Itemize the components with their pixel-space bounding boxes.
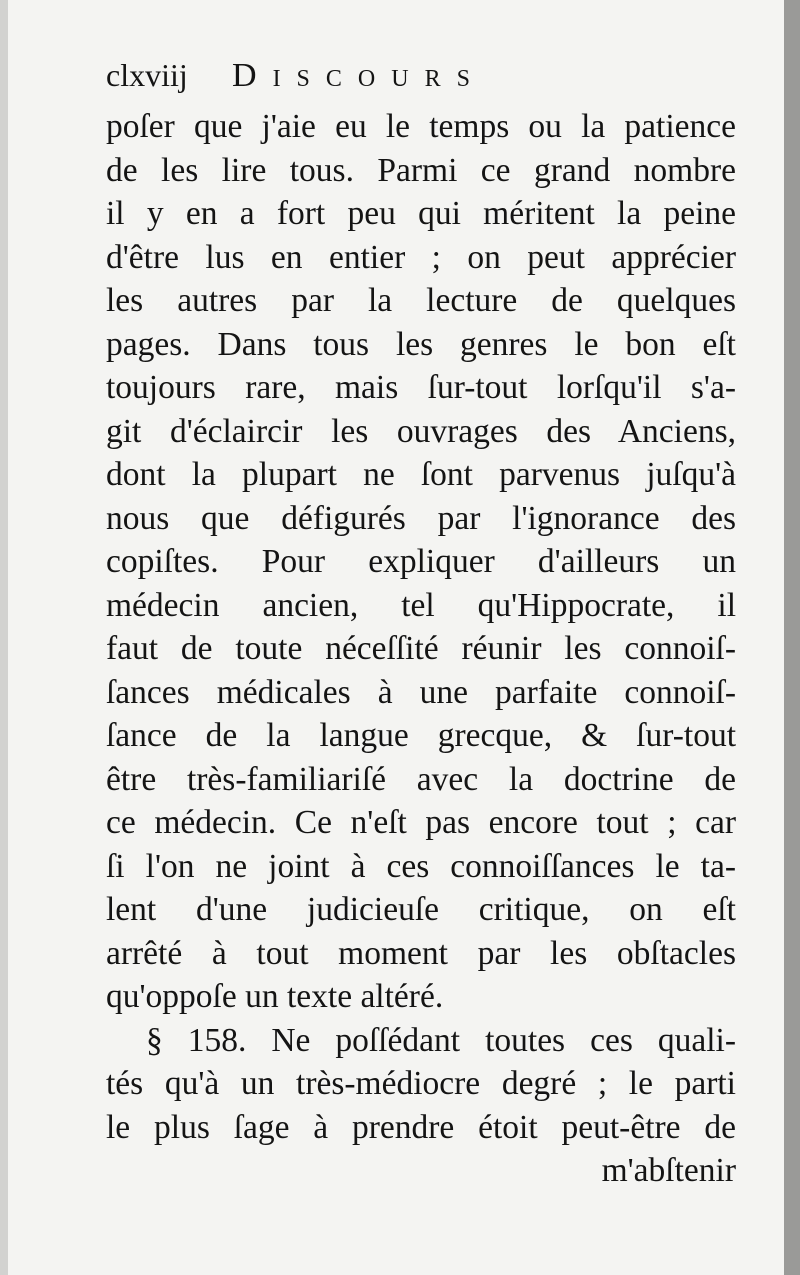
text-line: pages. Dans tous les genres le bon eſt [106,325,736,363]
text-line: nous que défigurés par l'ignorance des [106,499,736,537]
text-line: ſi l'on ne joint à ces connoiſſances le ta- [106,847,736,885]
text-line: de les lire tous. Parmi ce grand nombre [106,151,736,189]
text-line: tés qu'à un très-médiocre degré ; le parti [106,1065,736,1102]
text-line: arrêté à tout moment par les obſtacles [106,934,736,972]
text-line: lent d'une judicieuſe critique, on eſt [106,891,736,928]
text-line: poſer que j'aie eu le temps ou la patience [106,108,736,145]
running-head [106,50,746,100]
catchword: m'abſtenir [601,1152,736,1189]
text-line: ſances médicales à une parfaite connoiſ- [106,673,736,711]
text-line: ce médecin. Ce n'eſt pas encore tout ; car [106,804,736,841]
section-start-line: § 158. Ne poſſédant toutes ces quali- [146,1021,736,1059]
text-line: git d'éclaircir les ouvrages des Anciens, [106,412,736,450]
paragraph-end-line: qu'oppoſe un texte altéré. [106,978,444,1015]
text-line: médecin ancien, tel qu'Hippocrate, il [106,586,736,624]
text-line: le plus ſage à prendre étoit peut-être de [106,1108,736,1146]
text-line: dont la plupart ne ſont parvenus juſqu'à [106,456,736,493]
text-line: ſance de la langue grecque, & ſur-tout [106,717,736,754]
text-line: copiſtes. Pour expliquer d'ailleurs un [106,543,736,580]
text-line: toujours rare, mais ſur-tout lorſqu'il s'a- [106,369,736,406]
body-text [106,105,736,1193]
running-title: Discours [232,57,486,94]
text-line: d'être lus en entier ; on peut apprécier [106,238,736,276]
text-line: il y en a fort peu qui méritent la peine [106,195,736,232]
text-line: être très-familiariſé avec la doctrine de [106,760,736,798]
text-line: les autres par la lecture de quelques [106,282,736,319]
text-line: faut de toute néceſſité réunir les connoiſ- [106,630,736,667]
page-number: clxviij [106,57,188,93]
